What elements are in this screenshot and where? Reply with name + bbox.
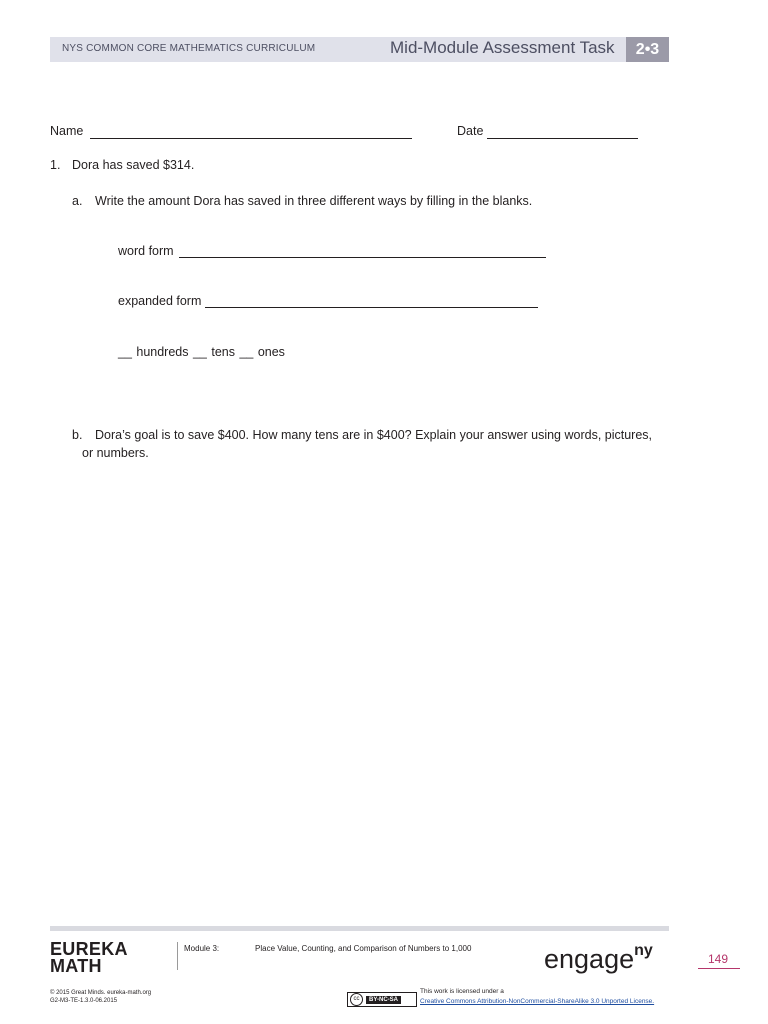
module-label: Module 3: — [184, 944, 220, 953]
part-a-letter: a. — [72, 194, 83, 208]
engage-ny: ny — [634, 942, 653, 959]
cc-license-type: BY-NC-SA — [366, 996, 401, 1004]
problem-statement: Dora has saved $314. — [72, 158, 195, 172]
place-value-units-row[interactable]: __ hundreds __ tens __ ones — [118, 345, 285, 359]
part-b-question-line1: Dora’s goal is to save $400. How many tens are in $400? Explain your answer using words, pictures, — [95, 428, 653, 442]
creative-commons-badge — [347, 992, 417, 1007]
page-number-underline — [698, 968, 740, 969]
grade-module-badge: 2•3 — [626, 37, 669, 62]
part-b-letter: b. — [72, 428, 83, 442]
assessment-title: Mid-Module Assessment Task — [390, 38, 615, 57]
part-a-instructions: Write the amount Dora has saved in three different ways by filling in the blanks. — [95, 194, 533, 208]
page-number: 149 — [707, 952, 729, 966]
footer-divider — [177, 942, 178, 970]
date-label: Date — [457, 124, 484, 138]
name-field[interactable] — [90, 138, 412, 139]
expanded-form-label: expanded form — [118, 294, 202, 308]
logo-line-eureka: EUREKA — [50, 939, 128, 959]
word-form-label: word form — [118, 244, 174, 258]
problem-number: 1. — [50, 158, 61, 172]
logo-line-math: MATH — [50, 956, 102, 976]
part-b-question-line2: or numbers. — [82, 446, 149, 460]
document-code: G2-M3-TE-1.3.0-06.2015 — [50, 998, 118, 1004]
module-title: Place Value, Counting, and Comparison of Numbers to 1,000 — [255, 944, 472, 953]
engageny-logo — [544, 944, 653, 975]
expanded-form-field[interactable] — [205, 307, 538, 308]
name-label: Name — [50, 124, 84, 138]
copyright: © 2015 Great Minds. eureka-math.org — [50, 990, 152, 996]
footer-rule — [50, 926, 669, 931]
license-link[interactable]: Creative Commons Attribution-NonCommercial-ShareAlike 3.0 Unported License. — [420, 998, 655, 1005]
date-field[interactable] — [487, 138, 638, 139]
cc-icon: cc — [350, 993, 363, 1006]
curriculum-label: NYS COMMON CORE MATHEMATICS CURRICULUM — [62, 43, 316, 54]
eureka-math-logo — [50, 941, 128, 975]
engage-word: engage — [544, 944, 635, 974]
word-form-field[interactable] — [179, 257, 546, 258]
license-intro: This work is licensed under a — [420, 988, 504, 995]
